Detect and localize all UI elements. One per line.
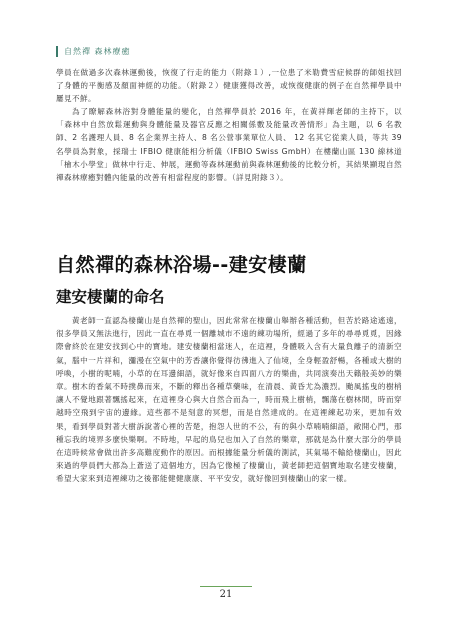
- body-paragraph-1: 學員在做過多次森林運動後，恢復了行走的能力（附錄１）,一位患了米勒費雪症候群的師姐找回了身體的平衡感及顏面神經的功能。（附錄２）健康獲得改善，或恢復健康的例子在自然禪學員中屢見不鮮。: [56, 68, 402, 104]
- header-title: 自然禪 森林療癒: [64, 46, 131, 56]
- running-header: [56, 45, 131, 57]
- subsection-title: 建安棲蘭的命名: [56, 288, 165, 306]
- page-number: 21: [219, 589, 233, 600]
- body-paragraph-2: 為了瞭解森林浴對身體能量的變化，自然禪學員於 2016 年，在黃祥輝老師的主持下，以「森林中自然放鬆運動與身體能量及器官反應之相關係數及能量改善情形」為主題，以 6 名教師、2 名護理人員、8 名企業界主持人、8 名公營事業單位人員、 12 名其它從業人員，等共 39 名學員為對象，採瑞士 IFBIO 健康能相分析儀（IFBIO Swiss GmbH）在樓蘭山區 130 線林道「檜木小學堂」做林中行走、伸展，運動等森林運動前與森林運動後的比較分析，其結果顯現自然禪森林療癒對體內能量的改善有相當程度的影響。（詳見附錄３）。: [56, 107, 402, 183]
- section-title: 自然禪的森林浴場--建安棲蘭: [56, 254, 307, 276]
- header-accent-bar: [56, 46, 58, 57]
- page-footer: [200, 586, 252, 605]
- body-paragraph-3: 黃老師一直認為棲蘭山是自然禪的聖山，因此常常在棲蘭山舉辦各種活動，但苦於路途遙遠，很多學員又無法進行，因此一直在尋覓一個離城市不遠的練功場所，經過了多年的尋尋覓覓，因緣際會終於在建安找到心中的寶地。建安棲蘭相當迷人，在這裡，身體吸入含有大量負離子的清新空氣，腦中一片祥和，瀰漫在空氣中的芳香讓你覺得彷彿進入了仙境，全身輕盈舒暢，各種或大樹的呼喚，小樹的呢喃，小草的在耳邊細語，就好像來自四面八方的樂曲，共同演奏出天籟般美妙的樂章。樹木的香氣不時撲鼻而來，不斷的釋出各種草藥味，在清晨、黃昏尤為濃烈。颱風搖曳的樹梢讓人不覺地跟著飄搖起來，在這裡身心與大自然合而為一，時而飛上樹梢，飄蕩在樹林間，時而穿越時空飛到宇宙的邊緣。這些都不是刻意的冥想，而是自然達成的。在這裡練起功來，更加有效果，看到學員對著大樹訴說著心裡的苦楚，抱怨人世的不公，有的與小草喃喃細語，敞開心門，那種忘我的境界多麼快樂啊。不時地，早起的鳥兒也加入了自然的樂章，那就是為什麼大部分的學員在這時候常會做出許多高難度動作的原因。而根據能量分析儀的測試，其氣場不輸給棲蘭山，因此來過的學員們大都為上蒼送了這個地方，因為它像極了棲蘭山，黃老師把這個寶地取名建安棲蘭，希望大家來到這裡練功之後都能健健康康、平平安安，就好像回到棲蘭山的家一樣。: [56, 316, 402, 484]
